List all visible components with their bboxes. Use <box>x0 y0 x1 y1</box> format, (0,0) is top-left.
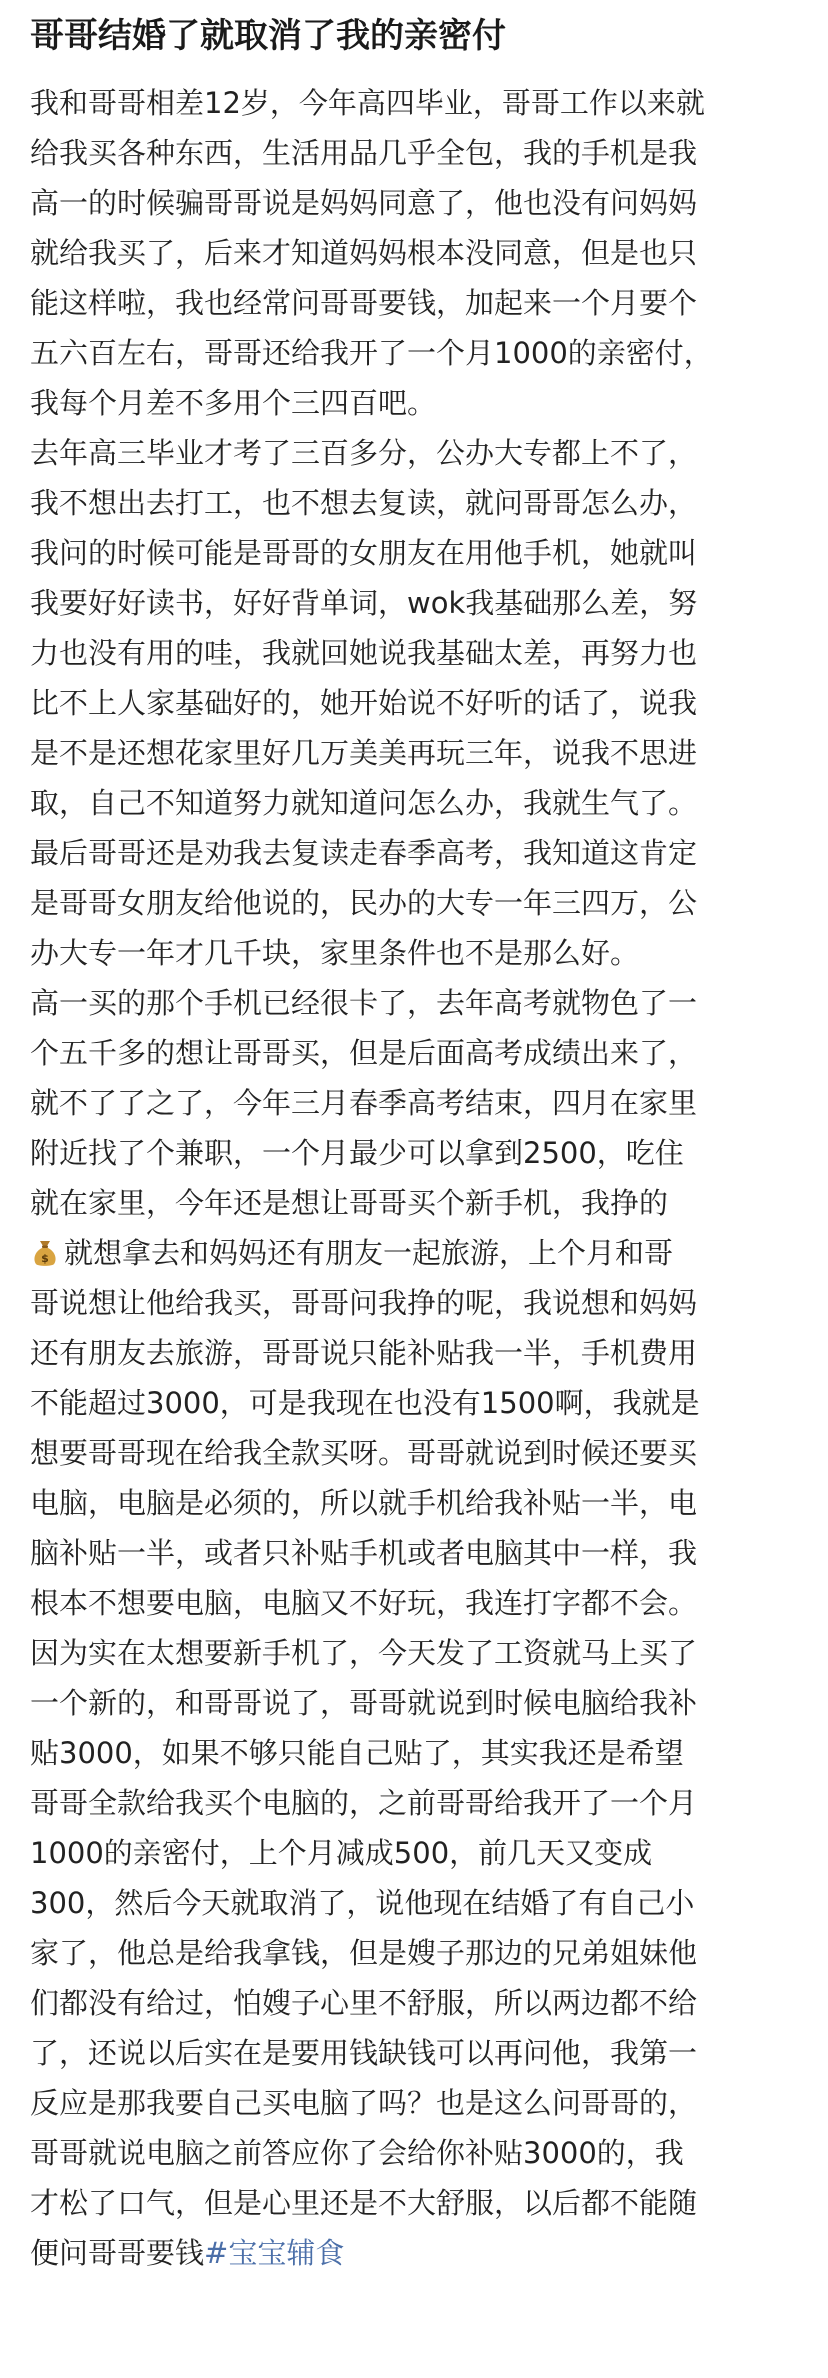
body-line: 我和哥哥相差12岁，今年高四毕业，哥哥工作以来就 <box>30 86 705 120</box>
body-line: 我不想出去打工，也不想去复读，就问哥哥怎么办， <box>30 486 698 520</box>
body-line: 家了，他总是给我拿钱，但是嫂子那边的兄弟姐妹他 <box>30 1936 698 1970</box>
body-line: 就不了了之了，今年三月春季高考结束，四月在家里 <box>30 1086 698 1120</box>
body-line: 300，然后今天就取消了，说他现在结婚了有自己小 <box>30 1886 695 1920</box>
body-line: 贴3000，如果不够只能自己贴了，其实我还是希望 <box>30 1736 684 1770</box>
body-line: 还有朋友去旅游，哥哥说只能补贴我一半，手机费用 <box>30 1336 698 1370</box>
body-line: 去年高三毕业才考了三百多分，公办大专都上不了， <box>30 436 698 470</box>
body-line: 反应是那我要自己买电脑了吗？也是这么问哥哥的， <box>30 2086 698 2120</box>
body-line-text: 便问哥哥要钱 <box>30 2236 205 2270</box>
body-line: 高一的时候骗哥哥说是妈妈同意了，他也没有问妈妈 <box>30 186 698 220</box>
body-line: 一个新的，和哥哥说了，哥哥就说到时候电脑给我补 <box>30 1686 698 1720</box>
body-line: 哥说想让他给我买，哥哥问我挣的呢，我说想和妈妈 <box>30 1286 698 1320</box>
body-line: 取，自己不知道努力就知道问怎么办，我就生气了。 <box>30 786 698 820</box>
body-line: 脑补贴一半，或者只补贴手机或者电脑其中一样，我 <box>30 1536 698 1570</box>
body-line: 办大专一年才几千块，家里条件也不是那么好。 <box>30 936 640 970</box>
body-line: 电脑，电脑是必须的，所以就手机给我补贴一半，电 <box>30 1486 698 1520</box>
body-line: 个五千多的想让哥哥买，但是后面高考成绩出来了， <box>30 1036 698 1070</box>
body-line: 哥哥全款给我买个电脑的，之前哥哥给我开了一个月 <box>30 1786 698 1820</box>
body-line: 比不上人家基础好的，她开始说不好听的话了，说我 <box>30 686 698 720</box>
body-line: 是不是还想花家里好几万美美再玩三年，说我不思进 <box>30 736 698 770</box>
body-line: 我问的时候可能是哥哥的女朋友在用他手机，她就叫 <box>30 536 698 570</box>
post-body <box>30 78 798 2278</box>
svg-text:$: $ <box>41 1252 49 1265</box>
body-line: 附近找了个兼职，一个月最少可以拿到2500，吃住 <box>30 1136 684 1170</box>
body-line: 我要好好读书，好好背单词，wok我基础那么差，努 <box>30 586 698 620</box>
body-line-text: 就想拿去和妈妈还有朋友一起旅游，上个月和哥 <box>64 1236 674 1270</box>
body-line: 我每个月差不多用个三四百吧。 <box>30 386 437 420</box>
body-line: 根本不想要电脑，电脑又不好玩，我连打字都不会。 <box>30 1586 698 1620</box>
body-line: 了，还说以后实在是要用钱缺钱可以再问他，我第一 <box>30 2036 698 2070</box>
body-line-last <box>30 2228 798 2278</box>
body-line: 就给我买了，后来才知道妈妈根本没同意，但是也只 <box>30 236 698 270</box>
body-line: 哥哥就说电脑之前答应你了会给你补贴3000的，我 <box>30 2136 684 2170</box>
money-bag-icon <box>30 1233 60 1263</box>
body-line: 就在家里，今年还是想让哥哥买个新手机，我挣的 <box>30 1186 669 1220</box>
body-line: 高一买的那个手机已经很卡了，去年高考就物色了一 <box>30 986 698 1020</box>
body-line: 是哥哥女朋友给他说的，民办的大专一年三四万，公 <box>30 886 698 920</box>
body-line: 们都没有给过，怕嫂子心里不舒服，所以两边都不给 <box>30 1986 698 2020</box>
body-line: 因为实在太想要新手机了，今天发了工资就马上买了 <box>30 1636 698 1670</box>
post-title: 哥哥结婚了就取消了我的亲密付 <box>30 16 506 56</box>
body-line: 能这样啦，我也经常问哥哥要钱，加起来一个月要个 <box>30 286 698 320</box>
body-line: 不能超过3000，可是我现在也没有1500啊，我就是 <box>30 1386 700 1420</box>
body-line: 力也没有用的哇，我就回她说我基础太差，再努力也 <box>30 636 698 670</box>
hashtag-link[interactable]: #宝宝辅食 <box>204 2236 345 2270</box>
body-line: 1000的亲密付，上个月减成500，前几天又变成 <box>30 1836 653 1870</box>
body-line: 给我买各种东西，生活用品几乎全包，我的手机是我 <box>30 136 698 170</box>
body-line-with-icon <box>30 1228 798 1278</box>
body-line: 想要哥哥现在给我全款买呀。哥哥就说到时候还要买 <box>30 1436 698 1470</box>
body-line: 最后哥哥还是劝我去复读走春季高考，我知道这肯定 <box>30 836 698 870</box>
body-line: 才松了口气，但是心里还是不大舒服，以后都不能随 <box>30 2186 698 2220</box>
body-line: 五六百左右，哥哥还给我开了一个月1000的亲密付， <box>30 336 713 370</box>
